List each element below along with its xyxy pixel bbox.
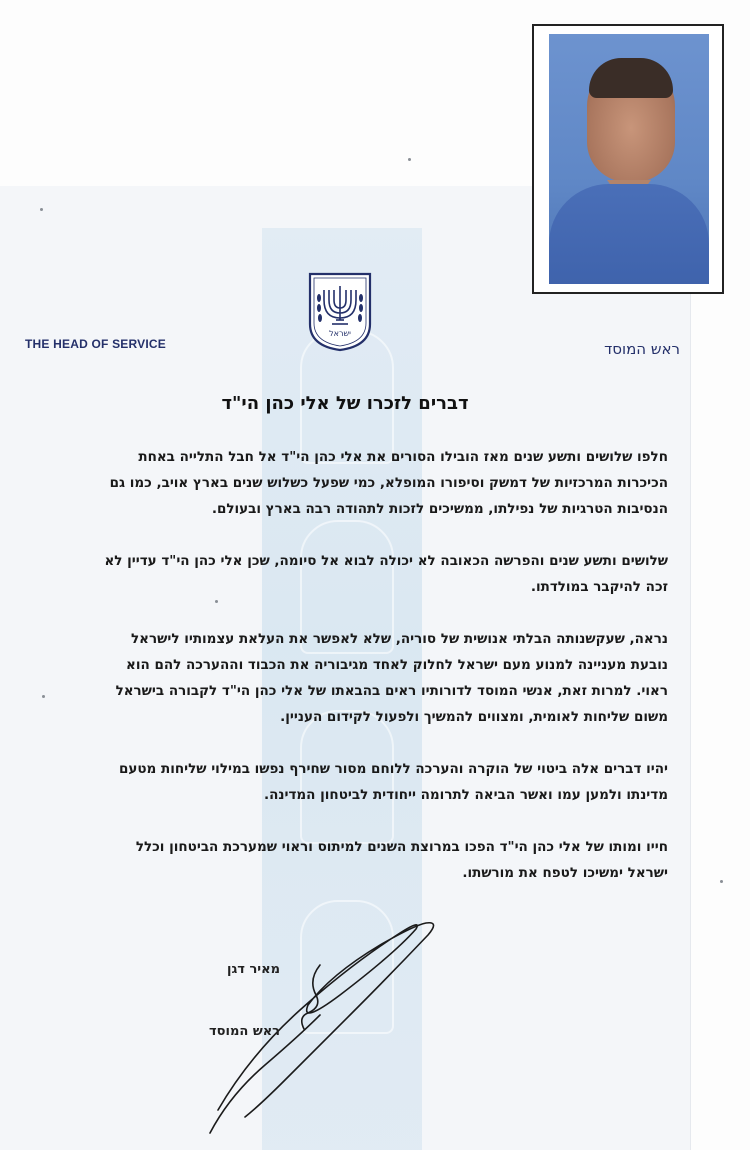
portrait-hair [589,58,673,98]
text-line: יהיו דברים אלה ביטוי של הוקרה והערכה ללוחם מסור שחירף נפשו במילוי שליחות מטעם [118,761,668,777]
text-line: זכה להיקבר במולדתו. [530,579,668,595]
text-line: הנסיבות הטרגיות של נפילתו, ממשיכים לזכות לתהודה רבה בארץ ובעולם. [211,501,668,517]
signatory-role: ראש המוסד [209,1024,280,1039]
scan-speck [408,158,411,161]
text-line: הכיכרות המרכזיות של דמשק וסיפורו המופלא, כמי שפעל כשלוש שנים בארץ אויב, כמו גם [109,475,668,491]
scan-speck [720,880,723,883]
handwritten-signature [190,905,470,1135]
paragraph [58,444,668,522]
text-line: שלושים ותשע שנים והפרשה הכאובה לא יכולה לבוא אל סיומה, שכן אלי כהן הי"ד עדיין לא [104,553,668,569]
text-line: ראוי. למרות זאת, אנשי המוסד לדורותיו ראים בהבאתו של אלי כהן הי"ד לקבורה בישראל [115,683,668,699]
portrait-shirt [549,184,709,284]
text-line: חייו ומותו של אלי כהן הי"ד הפכו במרוצת השנים למיתוס וראוי שמערכת הביטחון וכלל [135,839,668,855]
text-line: מדינתו ולמען עמו ואשר הביאה לתרומה ייחודית לביטחון המדינה. [263,787,668,803]
portrait-photo [549,34,709,284]
scan-speck [40,208,43,211]
signatory-name: מאיר דגן [227,962,280,977]
letterhead-english-label: THE HEAD OF SERVICE [25,337,166,351]
paragraph [58,548,668,600]
text-line: נראה, שעקשנותה הבלתי אנושית של סוריה, שלא לאפשר את העלאת עצמותיו לישראל [131,631,668,647]
portrait-frame [532,24,724,294]
emblem-caption: ישראל [329,329,351,338]
letter-title: דברים לזכרו של אלי כהן הי"ד [221,393,469,414]
letterhead-hebrew-label: ראש המוסד [604,340,680,358]
paragraph [58,626,668,730]
text-line: חלפו שלושים ותשע שנים מאז הובילו הסורים את אלי כהן הי"ד אל חבל התלייה באחת [138,449,668,465]
paragraph [58,834,668,886]
scan-speck [42,695,45,698]
text-line: ישראל ימשיכו לטפח את מורשתו. [462,865,668,881]
letter-body [58,444,668,912]
menorah-emblem-icon [306,272,374,352]
paragraph [58,756,668,808]
text-line: נובעת מעניינה למנוע מעם ישראל לחלוק לאחד מגיבוריה את הכבוד וההערכה להם הוא [126,657,668,673]
text-line: משום שליחות לאומית, ומצווים להמשיך ולפעול לקידום העניין. [280,709,668,725]
